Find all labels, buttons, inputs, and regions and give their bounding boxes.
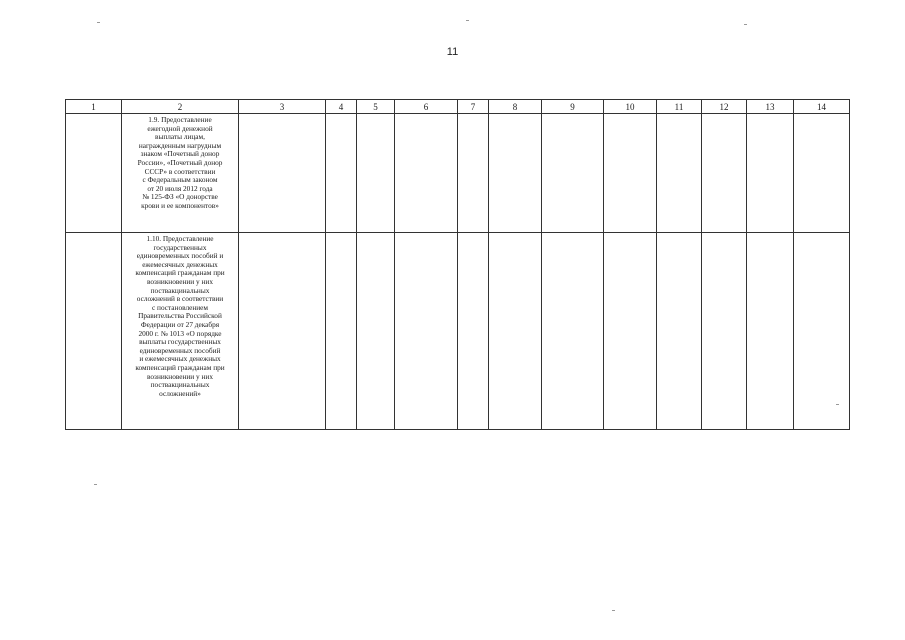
scan-speck (94, 484, 97, 485)
header-cell-9: 9 (542, 100, 604, 114)
table-cell (489, 233, 542, 430)
table-cell (395, 114, 458, 233)
table-cell (794, 233, 850, 430)
table-cell (489, 114, 542, 233)
document-table (65, 99, 850, 430)
table-cell (657, 114, 702, 233)
header-cell-1: 1 (66, 100, 122, 114)
header-cell-8: 8 (489, 100, 542, 114)
row-description: 1.10. Предоставление государственных единовременных пособий и ежемесячных денежных компенсаций гражданам при возникновении у них поствакцинальных осложнений в соответствии с постановлением Правительства Российской Федерации от 27 декабря 2000 г. № 1013 «О порядке выплаты государственных единовременных пособий и ежемесячных денежных компенсаций гражданам при возникновении у них поствакцинальных осложнений» (135, 234, 225, 398)
table-cell (239, 114, 326, 233)
table-cell (747, 233, 794, 430)
table-cell (458, 114, 489, 233)
header-row (66, 100, 850, 114)
table-cell-col1 (66, 233, 122, 430)
table-cell-description (122, 233, 239, 430)
table-cell (604, 233, 657, 430)
header-cell-14: 14 (794, 100, 850, 114)
header-cell-12: 12 (702, 100, 747, 114)
table-cell (239, 233, 326, 430)
header-cell-4: 4 (326, 100, 357, 114)
table-cell (357, 233, 395, 430)
scan-speck (836, 404, 839, 405)
table-cell (542, 114, 604, 233)
header-cell-10: 10 (604, 100, 657, 114)
table-cell-col1 (66, 114, 122, 233)
header-cell-5: 5 (357, 100, 395, 114)
table-cell (702, 233, 747, 430)
table-row (66, 233, 850, 430)
table-cell (604, 114, 657, 233)
table-cell (542, 233, 604, 430)
header-cell-2: 2 (122, 100, 239, 114)
table-cell (357, 114, 395, 233)
table-cell (395, 233, 458, 430)
table-cell-description (122, 114, 239, 233)
header-cell-13: 13 (747, 100, 794, 114)
table-cell (794, 114, 850, 233)
header-cell-7: 7 (458, 100, 489, 114)
table-row (66, 114, 850, 233)
table-cell (326, 233, 357, 430)
header-cell-3: 3 (239, 100, 326, 114)
table-cell (702, 114, 747, 233)
scan-speck (744, 24, 747, 25)
table-cell (458, 233, 489, 430)
scan-speck (466, 20, 469, 21)
page-number: 11 (446, 46, 459, 58)
header-cell-6: 6 (395, 100, 458, 114)
scan-speck (97, 22, 100, 23)
scan-speck (612, 610, 615, 611)
table-cell (747, 114, 794, 233)
table-cell (657, 233, 702, 430)
table-cell (326, 114, 357, 233)
header-cell-11: 11 (657, 100, 702, 114)
row-description: 1.9. Предоставление ежегодной денежной выплаты лицам, награжденным нагрудным знаком «Почетный донор России», «Почетный донор СССР» в соответствии с Федеральным законом от 20 июля 2012 года № 125-ФЗ «О донорстве крови и ее компонентов» (137, 115, 223, 210)
